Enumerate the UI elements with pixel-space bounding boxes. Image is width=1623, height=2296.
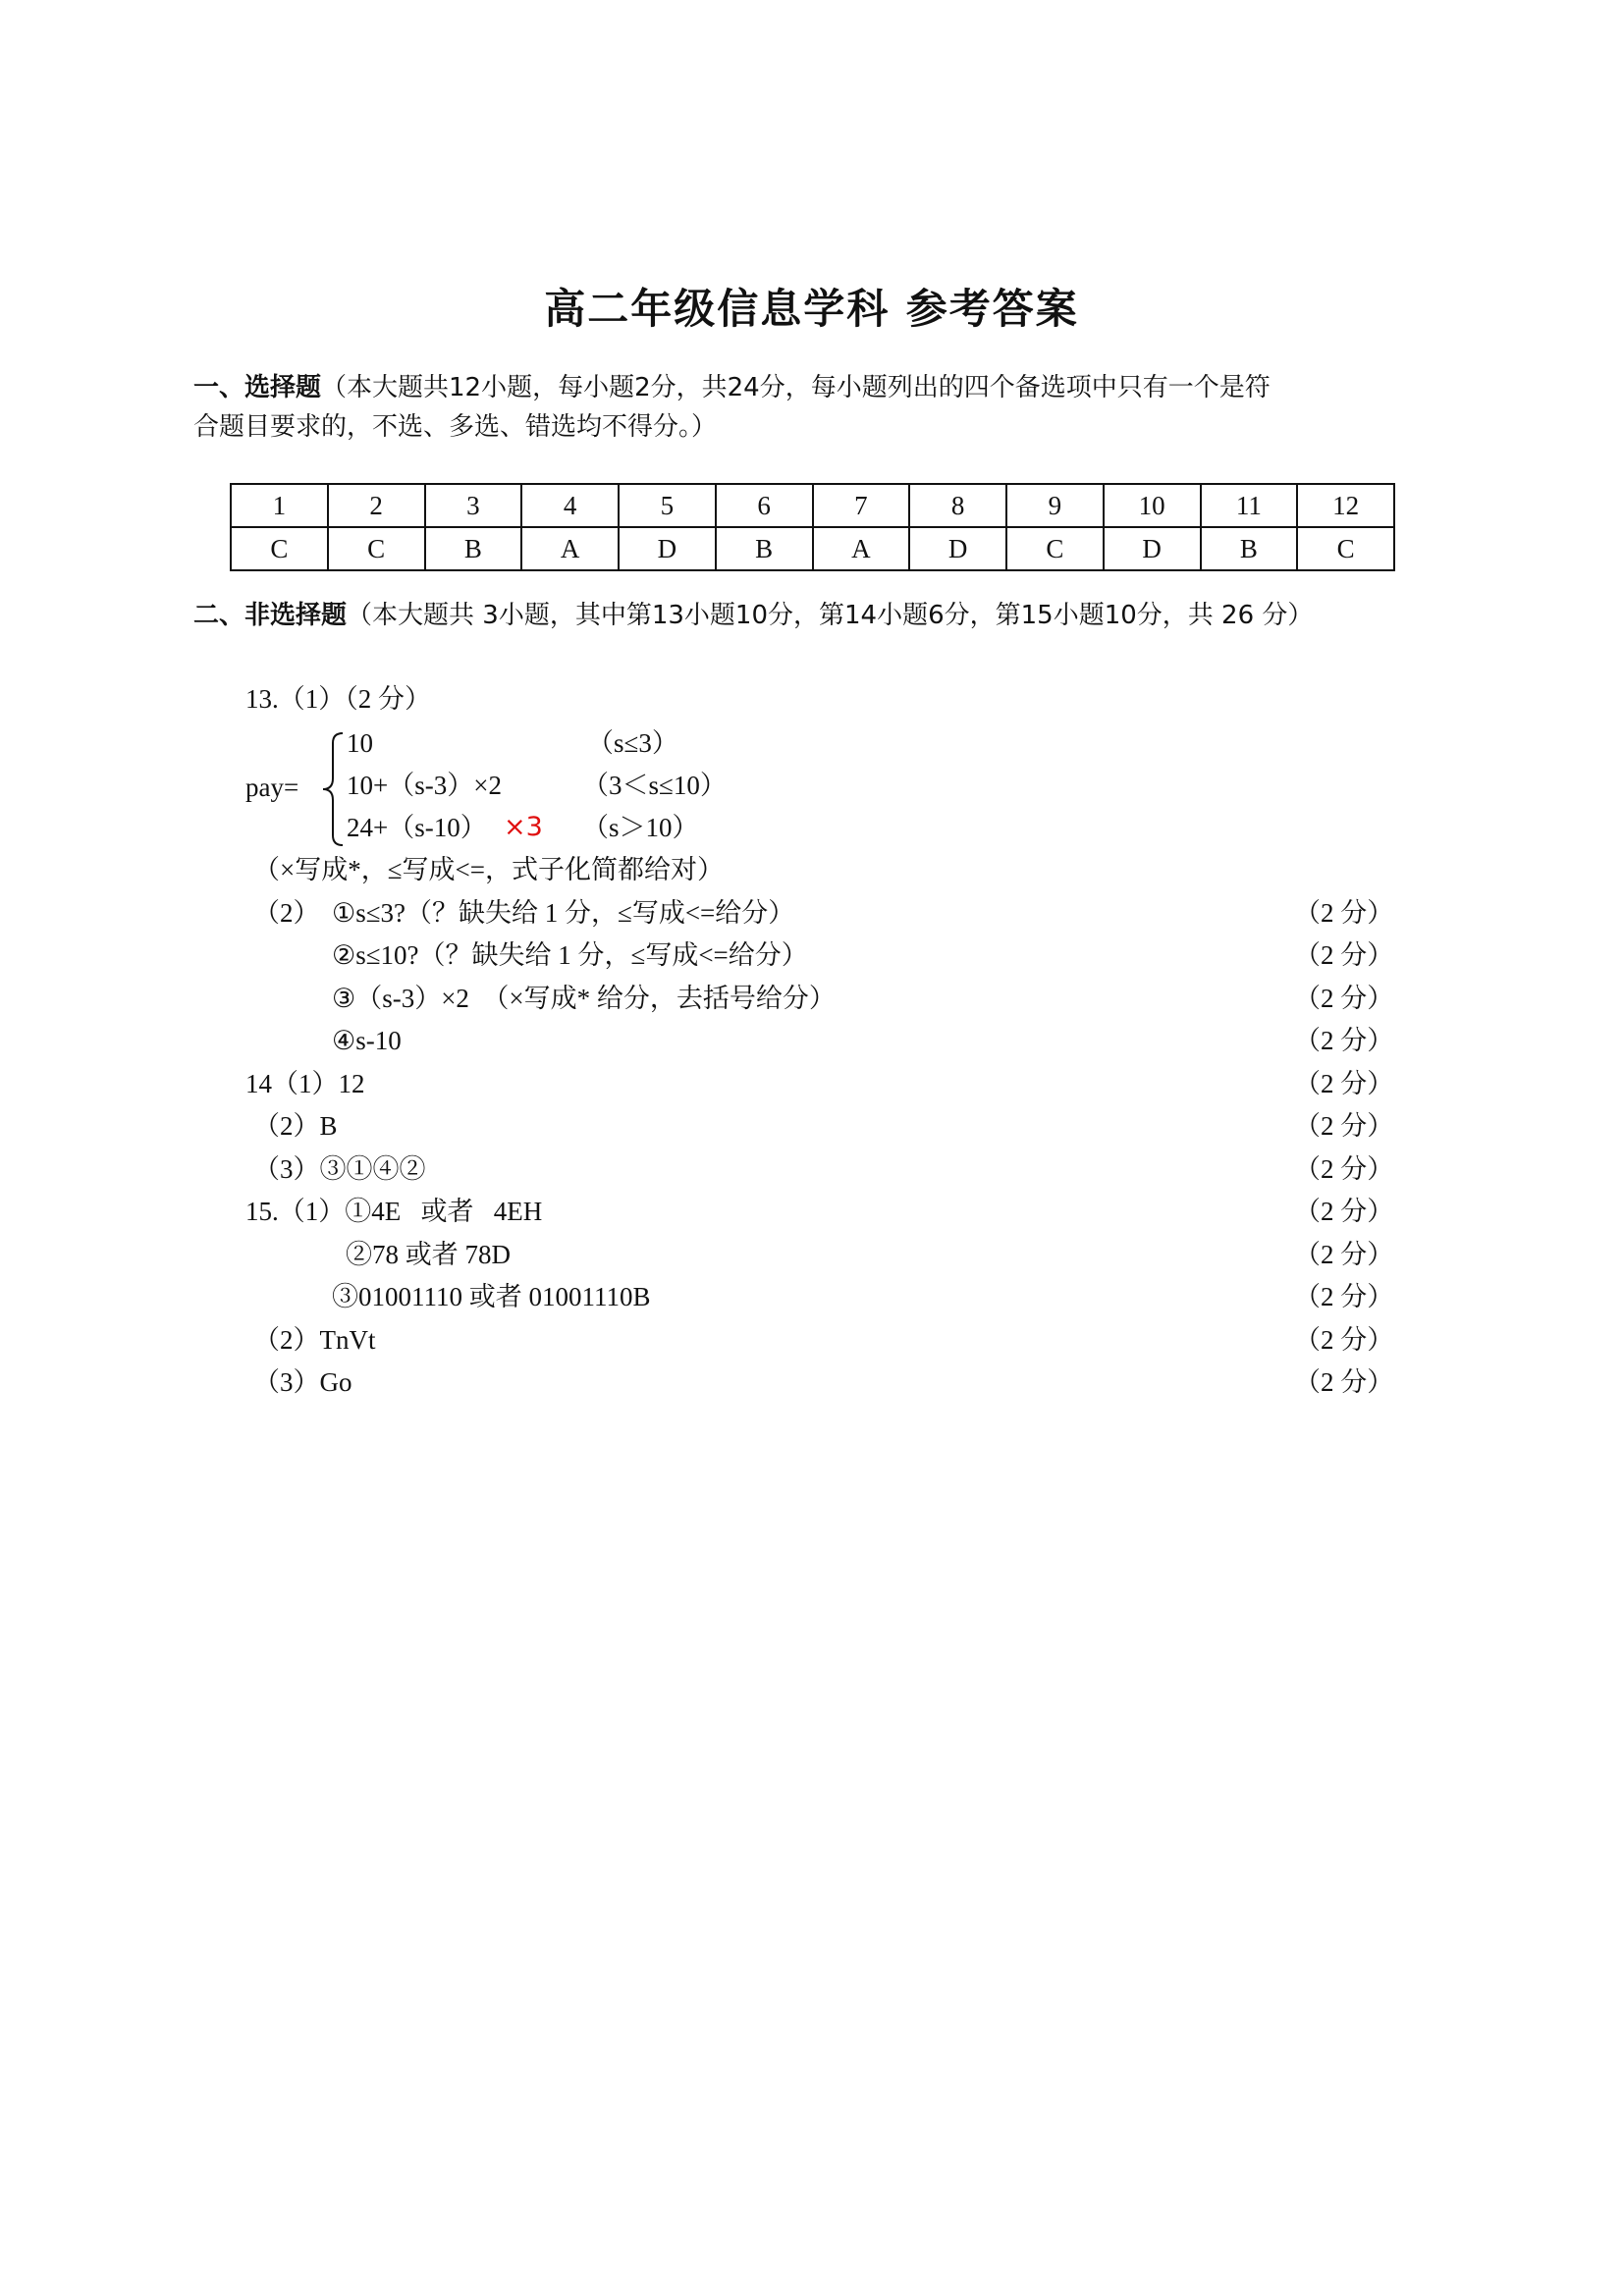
points: （2 分）	[1294, 984, 1394, 1013]
answer-text: （2）B	[253, 1111, 338, 1141]
answer-cell: D	[909, 527, 1006, 570]
case-expr: 24+（s-10）	[347, 813, 487, 842]
answer-text: （3）Go	[253, 1367, 352, 1397]
question-number: 5	[619, 484, 716, 527]
question-number: 10	[1104, 484, 1201, 527]
points: （2 分）	[1294, 1325, 1394, 1355]
page-title: 高二年级信息学科 参考答案	[544, 285, 1079, 333]
q13-part2-line-4	[0, 1021, 1623, 1060]
points: （2 分）	[1294, 1240, 1394, 1269]
q15-line-1	[0, 1192, 1623, 1231]
case-expr: 10+（s-3）×2	[347, 771, 502, 800]
points: （2 分）	[1294, 1026, 1394, 1055]
points: （2 分）	[1294, 940, 1394, 970]
answer-table-answer-row	[231, 527, 1394, 570]
q14-line-3	[0, 1149, 1623, 1189]
section-2-label: 二、非选择题	[193, 601, 348, 630]
answer-cell: C	[1297, 527, 1394, 570]
question-number: 2	[328, 484, 425, 527]
answer-cell: A	[521, 527, 619, 570]
points: （2 分）	[1294, 1111, 1394, 1141]
question-number: 3	[425, 484, 522, 527]
q14-line-1	[0, 1064, 1623, 1103]
q15-line-3	[0, 1277, 1623, 1316]
section-2-heading	[193, 596, 1401, 635]
q13-part2-line-1	[0, 893, 1623, 933]
question-number: 9	[1006, 484, 1104, 527]
case-cond: （3＜s≤10）	[582, 771, 727, 800]
answer-text: （2）TnVt	[253, 1325, 376, 1355]
section-1-heading	[193, 368, 1401, 447]
answer-text: ②s≤10?（？缺失给 1 分，≤写成<=给分）	[332, 940, 808, 970]
answer-text: ③（s-3）×2 （×写成* 给分，去括号给分）	[332, 984, 836, 1013]
pay-label: pay=	[245, 773, 299, 802]
question-number: 1	[231, 484, 328, 527]
answer-text: ①s≤3?（？缺失给 1 分，≤写成<=给分）	[332, 898, 795, 928]
q13-note-line	[0, 850, 1623, 889]
question-number: 8	[909, 484, 1006, 527]
points: （2 分）	[1294, 1282, 1394, 1311]
q13-note: （×写成*，≤写成<=，式子化简都给对）	[253, 855, 724, 884]
case-cond: （s＞10）	[582, 813, 699, 842]
answer-cell: B	[425, 527, 522, 570]
answer-text: 14（1）12	[245, 1069, 365, 1098]
answer-table-number-row	[231, 484, 1394, 527]
case-cond: （s≤3）	[587, 728, 678, 758]
case-expr: 10	[347, 728, 373, 758]
answer-text: ③01001110 或者 01001110B	[332, 1282, 651, 1311]
section-1-desc-line2: 合题目要求的，不选、多选、错选均不得分。）	[193, 412, 718, 442]
points: （2 分）	[1294, 1069, 1394, 1098]
points: （2 分）	[1294, 1197, 1394, 1226]
question-number: 6	[716, 484, 813, 527]
q13-part2-line-2	[0, 935, 1623, 975]
question-number: 4	[521, 484, 619, 527]
points: （2 分）	[1294, 1367, 1394, 1397]
answer-cell: C	[1006, 527, 1104, 570]
q13-head: 13.（1）（2 分）	[245, 684, 431, 714]
q13-part2-line-3	[0, 979, 1623, 1018]
question-number: 7	[813, 484, 910, 527]
section-1-label: 一、选择题	[193, 373, 322, 402]
answer-cell: D	[1104, 527, 1201, 570]
points: （2 分）	[1294, 898, 1394, 928]
question-number: 11	[1201, 484, 1298, 527]
answer-cell: C	[231, 527, 328, 570]
q15-line-2	[0, 1235, 1623, 1274]
answer-text: 15.（1）①4E 或者 4EH	[245, 1197, 543, 1226]
points: （2 分）	[1294, 1154, 1394, 1184]
q13-head-line	[0, 679, 1623, 719]
answer-cell: B	[716, 527, 813, 570]
answer-text: ④s-10	[332, 1026, 402, 1055]
section-2-desc: （本大题共 3小题，其中第13小题10分，第14小题6分，第15小题10分，共 26 分）	[347, 601, 1314, 630]
pay-case-1	[0, 723, 1623, 763]
answer-cell: D	[619, 527, 716, 570]
q15-line-5	[0, 1362, 1623, 1402]
case-expr-red: ×3	[504, 812, 543, 842]
answer-cell: C	[328, 527, 425, 570]
q14-line-2	[0, 1106, 1623, 1146]
section-1-desc-line1: （本大题共12小题，每小题2分，共24分，每小题列出的四个备选项中只有一个是符	[321, 373, 1271, 402]
pay-case-2	[0, 766, 1623, 805]
answer-cell: B	[1201, 527, 1298, 570]
question-number: 12	[1297, 484, 1394, 527]
q13-part2-label: （2）	[253, 898, 320, 928]
answer-cell: A	[813, 527, 910, 570]
answer-text: （3）③①④②	[253, 1154, 426, 1184]
answer-text: ②78 或者 78D	[346, 1240, 511, 1269]
answer-table	[230, 483, 1395, 571]
q15-line-4	[0, 1320, 1623, 1360]
pay-case-3	[0, 808, 1623, 847]
